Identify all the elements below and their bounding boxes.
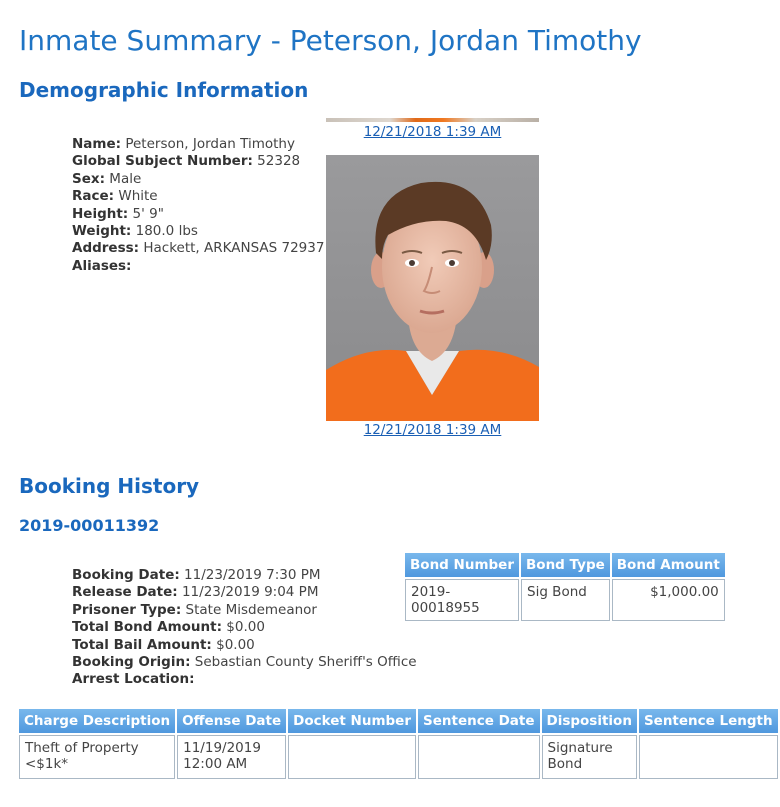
info-name: Name: Peterson, Jordan Timothy	[72, 136, 295, 152]
info-aliases: Aliases:	[72, 257, 132, 274]
offense-date-cell: 11/19/2019 12:00 AM	[177, 735, 286, 779]
table-row	[19, 735, 778, 779]
bond-amount-header: Bond Amount	[612, 553, 725, 577]
booking-origin: Booking Origin: Sebastian County Sheriff's Office	[72, 654, 417, 671]
docket-number-header: Docket Number	[288, 709, 416, 733]
total-bail-amount: Total Bail Amount: $0.00	[72, 636, 255, 653]
info-race: Race: White	[72, 188, 158, 205]
prisoner-type: Prisoner Type: State Misdemeanor	[72, 601, 317, 618]
bond-type-header: Bond Type	[521, 553, 610, 577]
charge-table	[17, 707, 780, 781]
info-height: Height: 5' 9"	[72, 205, 164, 222]
bond-table-header	[405, 553, 725, 577]
photo-date-link[interactable]: 12/21/2018 1:39 AM	[363, 422, 502, 438]
page-title: Inmate Summary - Peterson, Jordan Timothy	[19, 24, 642, 57]
photo-date-link[interactable]: 12/21/2018 1:39 AM	[363, 124, 502, 140]
bond-number-header: Bond Number	[405, 553, 519, 577]
charge-table-header	[19, 709, 778, 733]
release-date: Release Date: 11/23/2019 9:04 PM	[72, 584, 319, 601]
table-row	[405, 579, 725, 621]
disposition-cell: Signature Bond	[542, 735, 637, 779]
sentence-date-cell	[418, 735, 540, 779]
info-sex: Sex: Male	[72, 170, 142, 187]
info-global-subject-number: Global Subject Number: 52328	[72, 153, 301, 170]
info-weight: Weight: 180.0 lbs	[72, 223, 198, 240]
offense-date-header: Offense Date	[177, 709, 286, 733]
demographic-heading: Demographic Information	[19, 78, 309, 102]
arrest-location: Arrest Location:	[72, 671, 195, 688]
charge-description-header: Charge Description	[19, 709, 175, 733]
total-bond-amount: Total Bond Amount: $0.00	[72, 619, 265, 636]
bond-table	[403, 551, 727, 623]
booking-date: Booking Date: 11/23/2019 7:30 PM	[72, 567, 321, 583]
booking-history-heading: Booking History	[19, 474, 200, 498]
bond-number-cell: 2019-00018955	[405, 579, 519, 621]
disposition-header: Disposition	[542, 709, 637, 733]
booking-number: 2019-00011392	[19, 516, 160, 535]
bond-type-cell: Sig Bond	[521, 579, 610, 621]
docket-number-cell	[288, 735, 416, 779]
bond-amount-cell: $1,000.00	[612, 579, 725, 621]
charge-description-cell: Theft of Property <$1k*	[19, 735, 175, 779]
demographic-info	[72, 136, 324, 275]
sentence-date-header: Sentence Date	[418, 709, 540, 733]
sentence-length-cell	[639, 735, 778, 779]
photo-thumbnail-strip[interactable]	[326, 118, 539, 122]
sentence-length-header: Sentence Length	[639, 709, 778, 733]
booking-info	[72, 567, 417, 689]
mugshot-photo	[326, 155, 539, 421]
info-address: Address: Hackett, ARKANSAS 72937	[72, 240, 325, 257]
